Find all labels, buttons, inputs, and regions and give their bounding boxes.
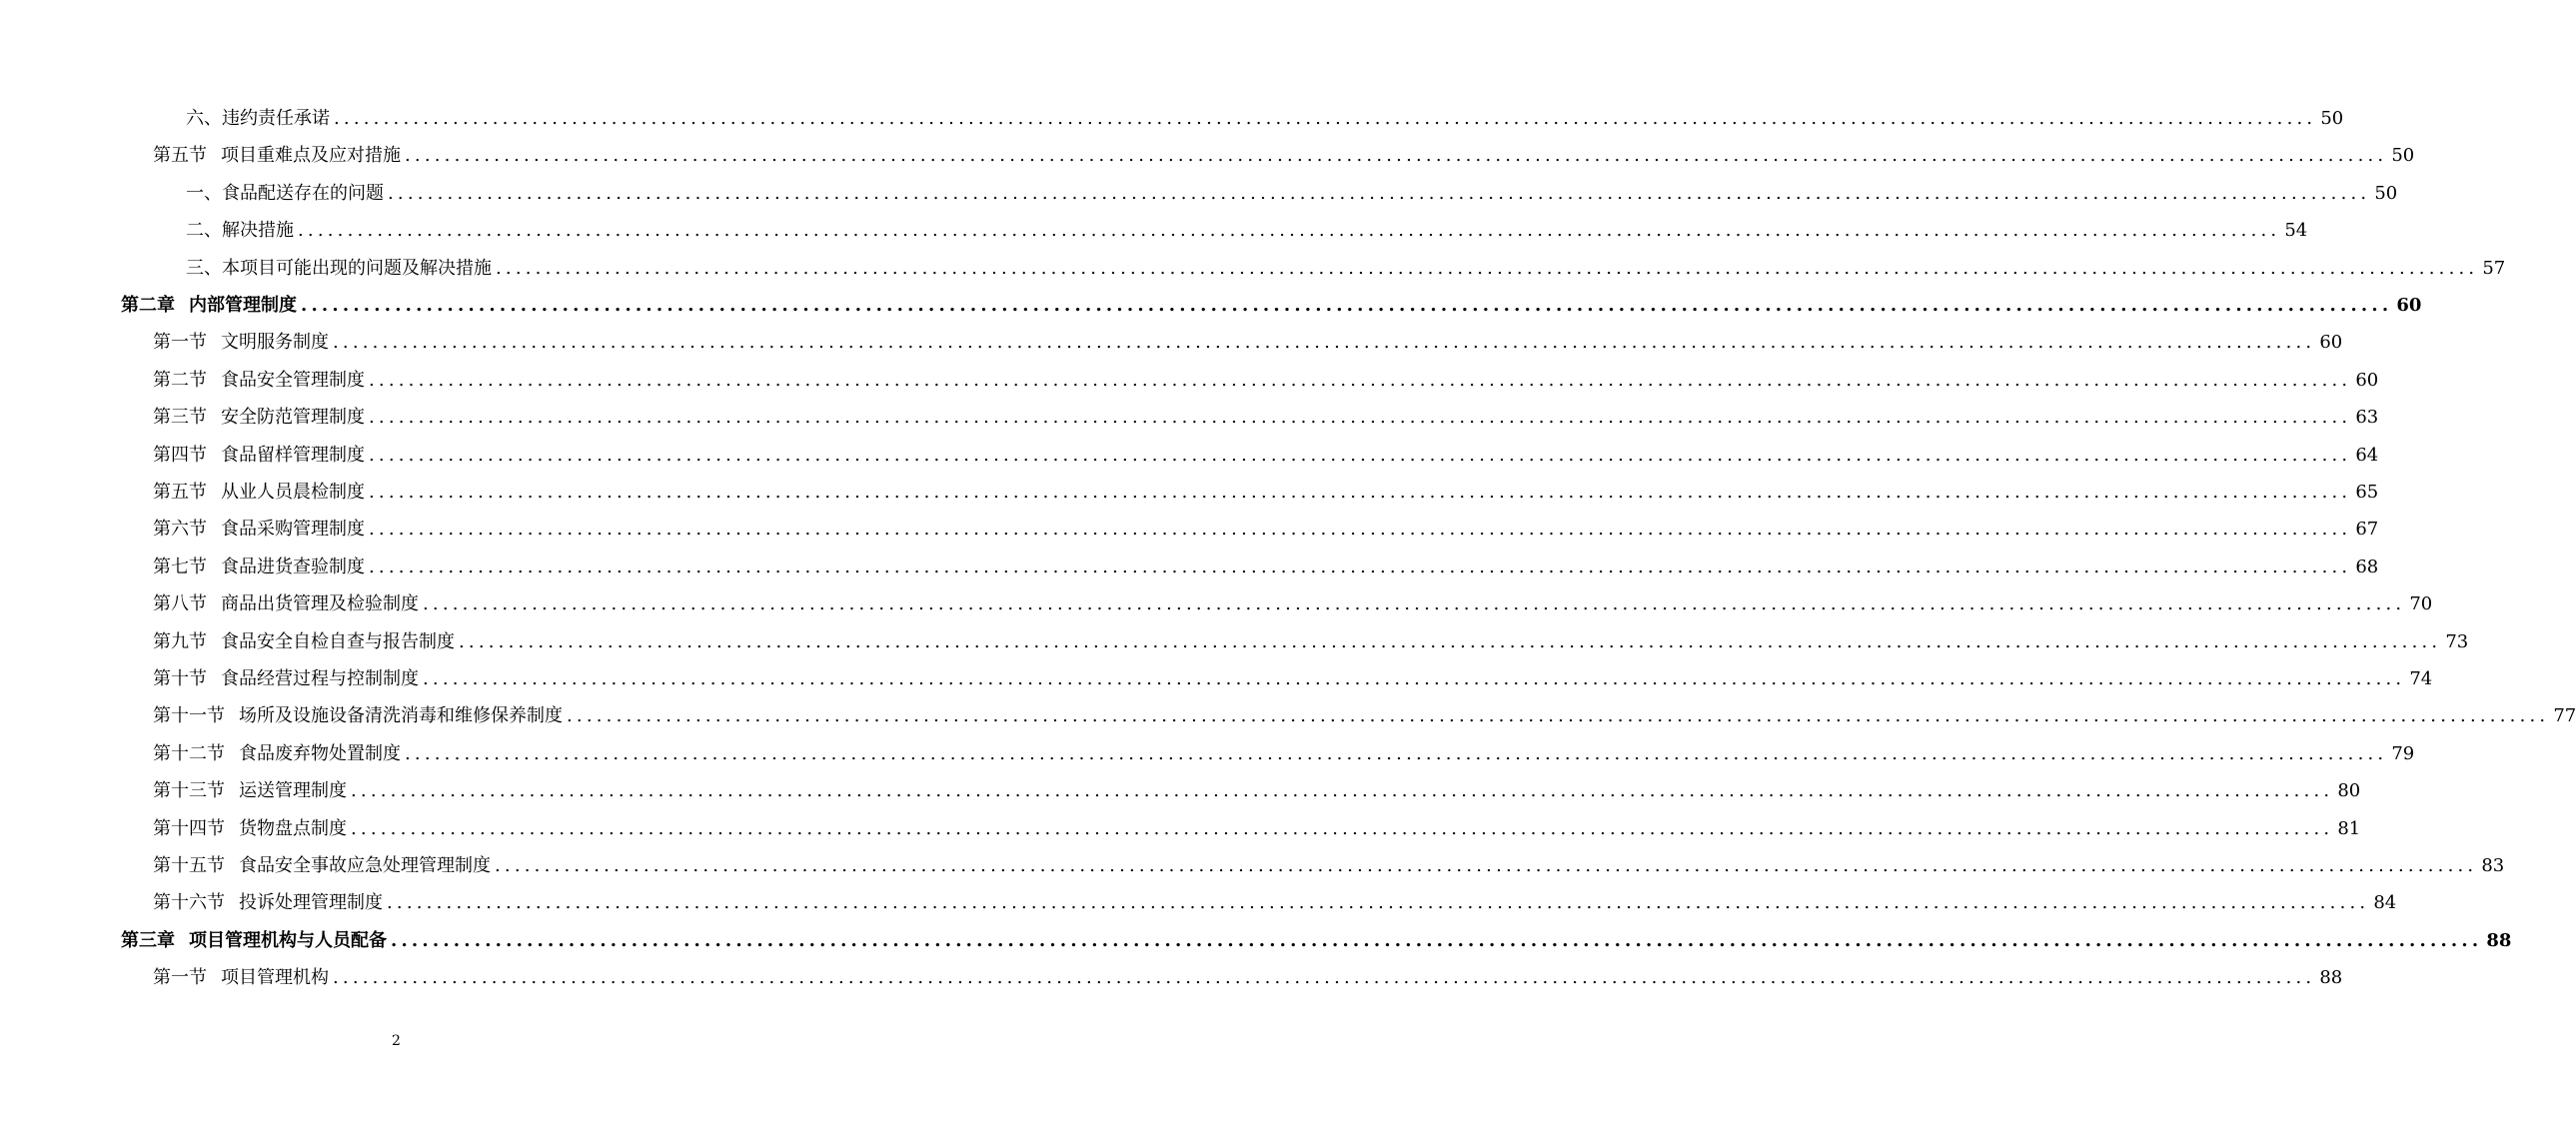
toc-entry-section[interactable] [153,739,2415,769]
toc-entry-section[interactable] [153,366,2379,396]
toc-entry-section[interactable] [153,664,2433,694]
toc-entry-number: 第五节 [153,145,207,167]
toc-entry-section[interactable] [153,553,2379,582]
toc-entry-text [121,291,297,321]
dot-leader: ........................................................................................................................................................................................................ [423,593,2406,615]
dot-leader: ........................................................................................................................................................................................................ [391,929,2483,951]
toc-entry-number: 第十五节 [153,855,225,876]
toc-entry-title: 场所及设施设备清洗消毒和维修保养制度 [239,705,563,727]
toc-entry-number: 第十二节 [153,742,225,764]
page-number: 2 [392,1033,401,1049]
toc-entry-item[interactable] [186,216,2308,246]
dot-leader: ........................................................................................................................................................................................................ [351,780,2334,802]
toc-entry-text [153,627,455,657]
toc-entry-text [186,179,384,209]
toc-entry-section[interactable] [153,328,2343,358]
toc-entry-section[interactable] [153,814,2361,844]
toc-entry-section[interactable] [153,963,2343,993]
dot-leader: ........................................................................................................................................................................................................ [567,705,2550,727]
toc-entry-text [153,664,419,694]
toc-entry-text [153,403,365,433]
toc-entry-section[interactable] [153,589,2433,619]
toc-entry-section[interactable] [153,478,2379,508]
toc-entry-text [153,515,365,545]
toc-entry-title: 商品出货管理及检验制度 [221,593,419,615]
toc-entry-page: 70 [2409,593,2433,615]
toc-entry-text [153,141,401,171]
toc-entry-title: 食品安全事故应急处理管理制度 [239,855,491,876]
toc-entry-page: 81 [2337,817,2361,839]
toc-entry-number: 第一节 [153,967,207,989]
toc-entry-page: 50 [2391,145,2415,167]
toc-entry-text [153,776,347,806]
toc-entry-title: 解决措施 [222,220,294,242]
dot-leader: ........................................................................................................................................................................................................ [351,817,2334,839]
toc-entry-number: 第十一节 [153,705,225,727]
toc-entry-title: 项目管理机构与人员配备 [189,929,387,951]
toc-entry-page: 63 [2355,407,2379,429]
toc-entry-page: 54 [2284,220,2308,242]
toc-entry-text [153,478,365,508]
toc-entry-text [153,814,347,844]
toc-entry-number: 第二节 [153,369,207,391]
dot-leader: ........................................................................................................................................................................................................ [388,182,2371,204]
toc-entry-page: 79 [2391,742,2415,764]
toc-entry-title: 食品废弃物处置制度 [239,742,401,764]
toc-entry-number: 第八节 [153,593,207,615]
toc-entry-number: 第九节 [153,630,207,652]
toc-entry-text [153,701,563,731]
dot-leader: ........................................................................................................................................................................................................ [301,295,2393,316]
toc-entry-title: 食品采购管理制度 [221,519,365,541]
dot-leader: ........................................................................................................................................................................................................ [369,519,2352,541]
toc-entry-number: 一、 [186,182,222,204]
toc-entry-item[interactable] [186,179,2398,209]
toc-entry-title: 食品安全管理制度 [221,369,365,391]
toc-entry-section[interactable] [153,888,2397,918]
toc-entry-section[interactable] [153,141,2415,171]
dot-leader: ........................................................................................................................................................................................................ [334,108,2317,129]
toc-entry-text [153,963,329,993]
toc-entry-section[interactable] [153,701,2576,731]
toc-entry-title: 本项目可能出现的问题及解决措施 [222,257,492,279]
toc-entry-section[interactable] [153,403,2379,433]
dot-leader: ........................................................................................................................................................................................................ [369,556,2352,577]
dot-leader: ........................................................................................................................................................................................................ [405,742,2388,764]
toc-entry-title: 食品安全自检自查与报告制度 [221,630,455,652]
toc-entry-page: 60 [2396,295,2422,316]
toc-entry-number: 第七节 [153,556,207,577]
dot-leader: ........................................................................................................................................................................................................ [459,630,2442,652]
toc-entry-page: 57 [2482,257,2506,279]
toc-entry-number: 第三章 [121,929,175,951]
dot-leader: ........................................................................................................................................................................................................ [369,444,2352,466]
dot-leader: ........................................................................................................................................................................................................ [298,220,2281,242]
toc-entry-number: 第十节 [153,668,207,689]
toc-entry-title: 项目重难点及应对措施 [221,145,401,167]
toc-entry-title: 食品进货查验制度 [221,556,365,577]
toc-entry-number: 第一节 [153,332,207,354]
toc-entry-page: 83 [2481,855,2505,876]
toc-entry-page: 73 [2445,630,2469,652]
dot-leader: ........................................................................................................................................................................................................ [369,407,2352,429]
toc-entry-text [153,739,401,769]
dot-leader: ........................................................................................................................................................................................................ [369,369,2352,391]
toc-entry-title: 安全防范管理制度 [221,407,365,429]
toc-entry-title: 文明服务制度 [221,332,329,354]
toc-entry-title: 食品经营过程与控制制度 [221,668,419,689]
toc-entry-page: 74 [2409,668,2433,689]
toc-entry-page: 88 [2486,929,2512,951]
dot-leader: ........................................................................................................................................................................................................ [496,257,2479,279]
toc-entry-item[interactable] [186,104,2344,134]
dot-leader: ........................................................................................................................................................................................................ [387,892,2370,914]
toc-entry-page: 64 [2355,444,2379,466]
toc-entry-page: 68 [2355,556,2379,577]
toc-entry-title: 违约责任承诺 [222,108,330,129]
toc-entry-text [153,553,365,582]
toc-entry-number: 第十四节 [153,817,225,839]
toc-entry-page: 60 [2319,332,2343,354]
toc-entry-text [153,441,365,471]
toc-entry-title: 货物盘点制度 [239,817,347,839]
toc-entry-page: 80 [2337,780,2361,802]
toc-entry-page: 60 [2355,369,2379,391]
toc-entry-page: 65 [2355,482,2379,503]
toc-entry-page: 50 [2320,108,2344,129]
toc-entry-page: 84 [2373,892,2397,914]
toc-entry-title: 项目管理机构 [221,967,329,989]
toc-entry-text [153,851,491,881]
toc-entry-number: 第二章 [121,295,175,316]
toc-entry-page: 77 [2553,705,2576,727]
toc-entry-section[interactable] [153,515,2379,545]
toc-entry-title: 运送管理制度 [239,780,347,802]
toc-entry-text [186,216,294,246]
toc-entry-chapter[interactable] [121,291,2422,321]
toc-entry-text [121,926,387,956]
toc-entry-number: 第十三节 [153,780,225,802]
dot-leader: ........................................................................................................................................................................................................ [495,855,2478,876]
dot-leader: ........................................................................................................................................................................................................ [423,668,2406,689]
toc-entry-chapter[interactable] [121,926,2512,956]
toc-entry-text [153,328,329,358]
dot-leader: ........................................................................................................................................................................................................ [333,332,2316,354]
toc-entry-section[interactable] [153,776,2361,806]
toc-entry-text [186,104,330,134]
toc-entry-number: 二、 [186,220,222,242]
toc-entry-text [153,366,365,396]
toc-entry-number: 六、 [186,108,222,129]
dot-leader: ........................................................................................................................................................................................................ [333,967,2316,989]
toc-entry-title: 食品配送存在的问题 [222,182,384,204]
toc-entry-title: 食品留样管理制度 [221,444,365,466]
toc-entry-page: 88 [2319,967,2343,989]
toc-entry-section[interactable] [153,441,2379,471]
toc-entry-number: 第四节 [153,444,207,466]
toc-entry-number: 第六节 [153,519,207,541]
dot-leader: ........................................................................................................................................................................................................ [369,482,2352,503]
toc-entry-section[interactable] [153,627,2469,657]
toc-entry-section[interactable] [153,851,2505,881]
toc-entry-number: 第十六节 [153,892,225,914]
toc-entry-text [186,254,492,284]
toc-entry-title: 投诉处理管理制度 [239,892,383,914]
toc-entry-text [153,888,383,918]
toc-entry-title: 从业人员晨检制度 [221,482,365,503]
toc-entry-item[interactable] [186,254,2506,284]
dot-leader: ........................................................................................................................................................................................................ [405,145,2388,167]
toc-entry-number: 第五节 [153,482,207,503]
toc-entry-number: 三、 [186,257,222,279]
toc-entry-text [153,589,419,619]
toc-entry-page: 50 [2374,182,2398,204]
toc-entry-page: 67 [2355,519,2379,541]
toc-entry-number: 第三节 [153,407,207,429]
toc-entry-title: 内部管理制度 [189,295,297,316]
